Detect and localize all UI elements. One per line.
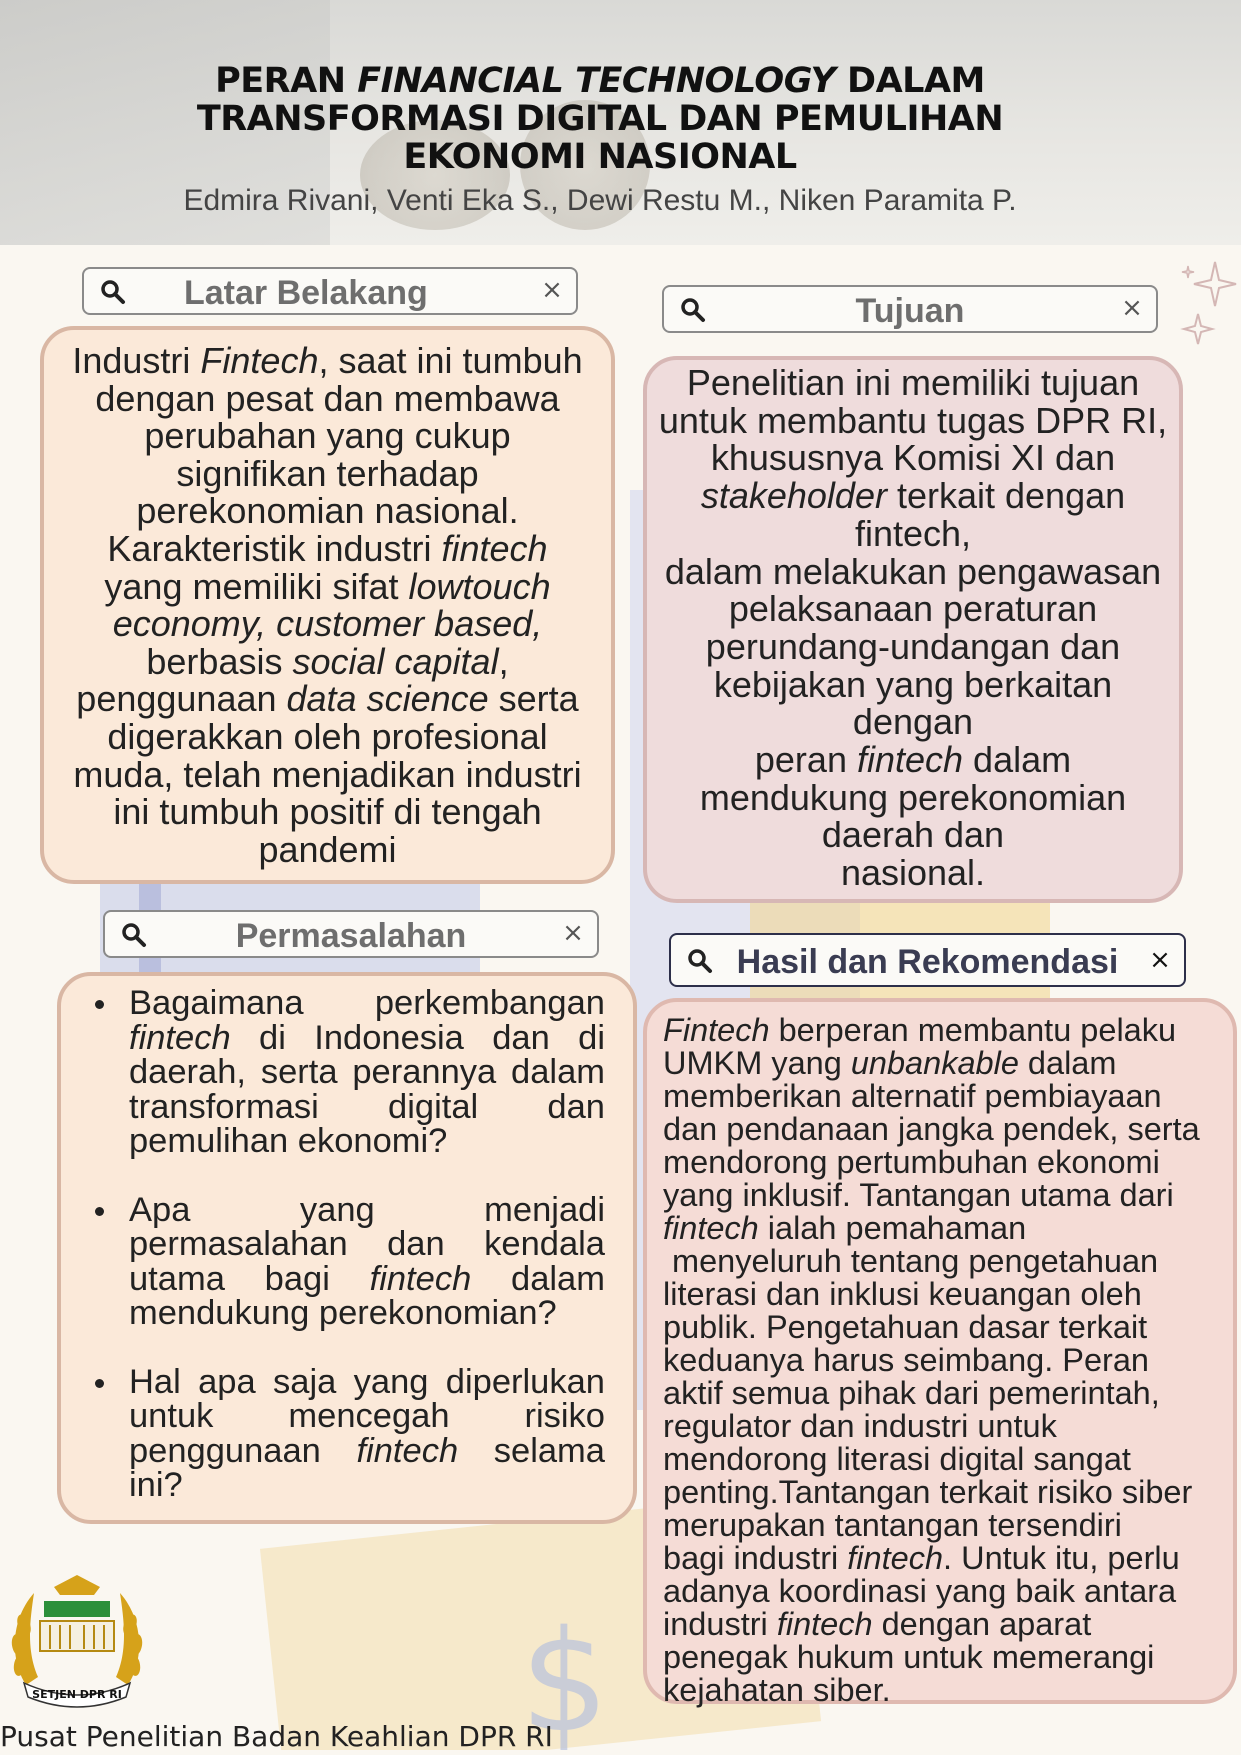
close-icon[interactable]: × <box>562 918 584 948</box>
tujuan-text: Penelitian ini memiliki tujuan untuk membantu tugas DPR RI, khususnya Komisi XI dan stakeholder terkait dengan fintech, dalam melakukan pengawasan pelaksanaan peraturan perundang-undangan dan kebijakan yang berkaitan dengan peran fintech dalam mendukung perekonomian daerah dan nasional. <box>658 362 1168 894</box>
list-item: Apa yang menjadi permasalahan dan kendala utama bagi fintech dalam mendukung perekonomian? <box>91 1193 605 1331</box>
search-icon <box>100 279 126 305</box>
authors: Edmira Rivani, Venti Eka S., Dewi Restu M., Niken Paramita P. <box>183 184 1017 217</box>
close-icon[interactable]: × <box>1121 293 1143 323</box>
svg-text:$: $ <box>520 1601 610 1750</box>
latar-belakang-text: Industri Fintech, saat ini tumbuh dengan pesat dan membawa perubahan yang cukup signifikan terhadap perekonomian nasional. Karakteristik industri fintech yang memiliki sifat lowtouch economy, customer based, berbasis social capital, penggunaan data science serta digerakkan oleh profesional muda, telah menjadikan industri ini tumbuh positif di tengah pandemi <box>72 340 583 870</box>
list-item: Bagaimana perkembangan fintech di Indonesia dan di daerah, serta perannya dalam transformasi digital dan pemulihan ekonomi? <box>91 986 605 1159</box>
search-icon <box>680 297 706 323</box>
search-bar-tujuan[interactable] <box>662 285 1158 333</box>
tujuan-card <box>643 356 1183 903</box>
permasalahan-card <box>57 972 637 1524</box>
search-icon <box>121 922 147 948</box>
list-item: Hal apa saja yang diperlukan untuk mencegah risiko penggunaan fintech selama ini? <box>91 1365 605 1503</box>
permasalahan-list <box>91 986 605 1537</box>
section-label-permasalahan: Permasalahan <box>235 917 467 955</box>
search-icon <box>687 948 713 974</box>
dpr-logo <box>4 1565 150 1715</box>
latar-belakang-card <box>40 326 615 884</box>
search-bar-hasil-rekomendasi[interactable] <box>669 933 1186 987</box>
footer-text: Pusat Penelitian Badan Keahlian DPR RI <box>0 1720 553 1753</box>
search-bar-latar-belakang[interactable] <box>82 267 578 315</box>
close-icon[interactable]: × <box>1149 945 1171 975</box>
section-label-latar-belakang: Latar Belakang <box>184 274 428 312</box>
section-label-tujuan: Tujuan <box>855 292 965 330</box>
section-label-hasil-rekomendasi: Hasil dan Rekomendasi <box>736 943 1119 981</box>
page-title: PERAN FINANCIAL TECHNOLOGY DALAM TRANSFORMASI DIGITAL DAN PEMULIHAN EKONOMI NASIONAL <box>196 61 1004 177</box>
hasil-rekomendasi-text: Fintech berperan membantu pelaku UMKM yang unbankable dalam memberikan alternatif pembiayaan dan pendanaan jangka pendek, serta mendorong pertumbuhan ekonomi yang inklusif. Tantangan utama dari fintech ialah pemahaman menyeluruh tentang pengetahuan literasi dan inklusi keuangan oleh publik. Pengetahuan dasar terkait keduanya harus seimbang. Peran aktif semua pihak dari pemerintah, regulator dan industri untuk mendorong literasi digital sangat penting.Tantangan terkait risiko siber merupakan tantangan tersendiri bagi industri fintech. Untuk itu, perlu adanya koordinasi yang baik antara industri fintech dengan aparat penegak hukum untuk memerangi kejahatan siber. <box>663 1012 1200 1708</box>
search-bar-permasalahan[interactable] <box>103 910 599 958</box>
sparkle-icon <box>1180 258 1240 358</box>
close-icon[interactable]: × <box>541 275 563 305</box>
svg-text:SETJEN DPR RI: SETJEN DPR RI <box>32 1688 122 1701</box>
hasil-rekomendasi-card <box>643 998 1237 1708</box>
